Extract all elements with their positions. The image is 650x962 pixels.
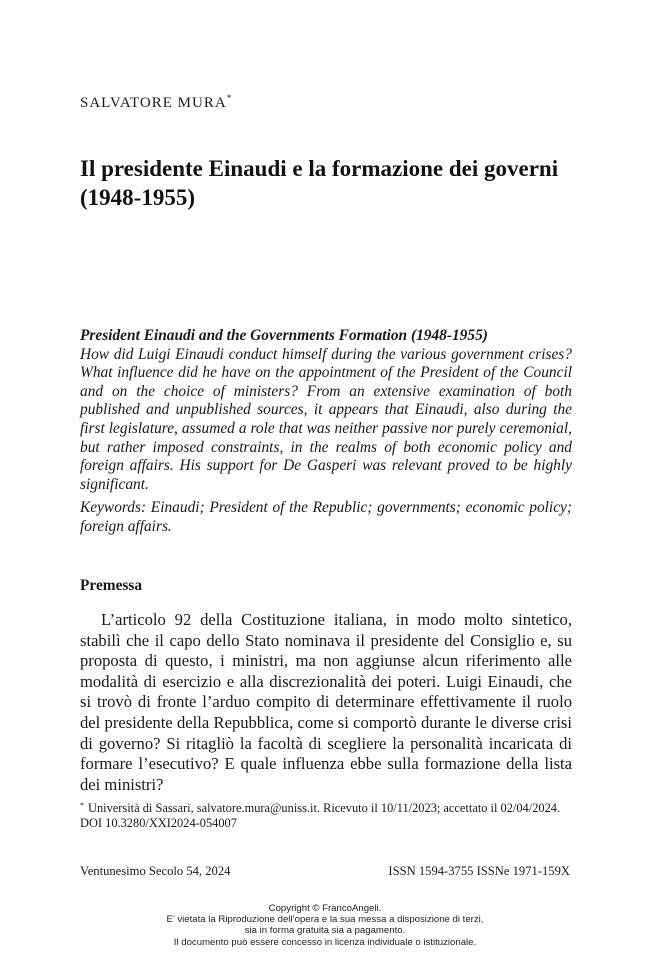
footnote-affiliation	[80, 798, 572, 816]
body-paragraph: L’articolo 92 della Costituzione italiana, in modo molto sintetico, stabilì che il capo dello Stato nominava il presidente del Consiglio e, su proposta di questo, i ministri, ma non aggiunse alcun riferimento alle modalità di esercizio e alla discrezionalità dei poteri. Luigi Einaudi, che si trovò di fronte l’arduo compito di determinare effettivamente il ruolo del presidente della Repubblica, come si comportò durante le diverse crisi di governo? Si ritagliò la facoltà di scegliere la personalità incaricata di formare l’esecutivo? E quale influenza ebbe sulla formazione della lista dei ministri?	[80, 610, 572, 794]
footnote	[80, 798, 572, 831]
author-line	[80, 93, 231, 112]
copyright-line: E’ vietata la Riproduzione dell’opera e la sua messa a disposizione di terzi,	[166, 914, 484, 926]
keywords: Keywords: Einaudi; President of the Republic; governments; economic policy; foreign affairs.	[80, 499, 572, 535]
article-title: Il presidente Einaudi e la formazione dei governi (1948-1955)	[80, 156, 559, 210]
abstract-title: President Einaudi and the Governments Formation (1948-1955)	[80, 327, 488, 344]
abstract-text: How did Luigi Einaudi conduct himself during the various government crises? What influence did he have on the appointment of the President of the Council and on the choice of ministers? From an extensive examination of both published and unpublished sources, it appears that Einaudi, also during the first legislature, assumed a role that was neither passive nor purely ceremonial, but rather imposed constraints, in the realms of both economic policy and foreign affairs. His support for De Gasperi was relevant proved to be highly significant.	[80, 345, 572, 493]
footnote-mark: *	[80, 801, 84, 810]
author-footnote-mark: *	[226, 93, 232, 103]
footnote-doi: DOI 10.3280/XXI2024-054007	[80, 816, 237, 830]
footnote-text: Università di Sassari, salvatore.mura@uniss.it. Ricevuto il 10/11/2023; accettato il 02/04/2024.	[88, 801, 561, 815]
copyright-line: Il documento può essere concesso in licenza individuale o istituzionale.	[173, 936, 477, 948]
journal-citation: Ventunesimo Secolo 54, 2024	[80, 864, 231, 878]
section-heading: Premessa	[80, 577, 143, 594]
copyright-line: sia in forma gratuita sia a pagamento.	[244, 925, 406, 937]
copyright-line: Copyright © FrancoAngeli.	[268, 903, 382, 914]
author-name: SALVATORE MURA	[80, 95, 227, 111]
copyright-notice	[0, 903, 650, 948]
abstract	[80, 327, 572, 494]
journal-issn: ISSN 1594-3755 ISSNe 1971-159X	[388, 864, 570, 878]
